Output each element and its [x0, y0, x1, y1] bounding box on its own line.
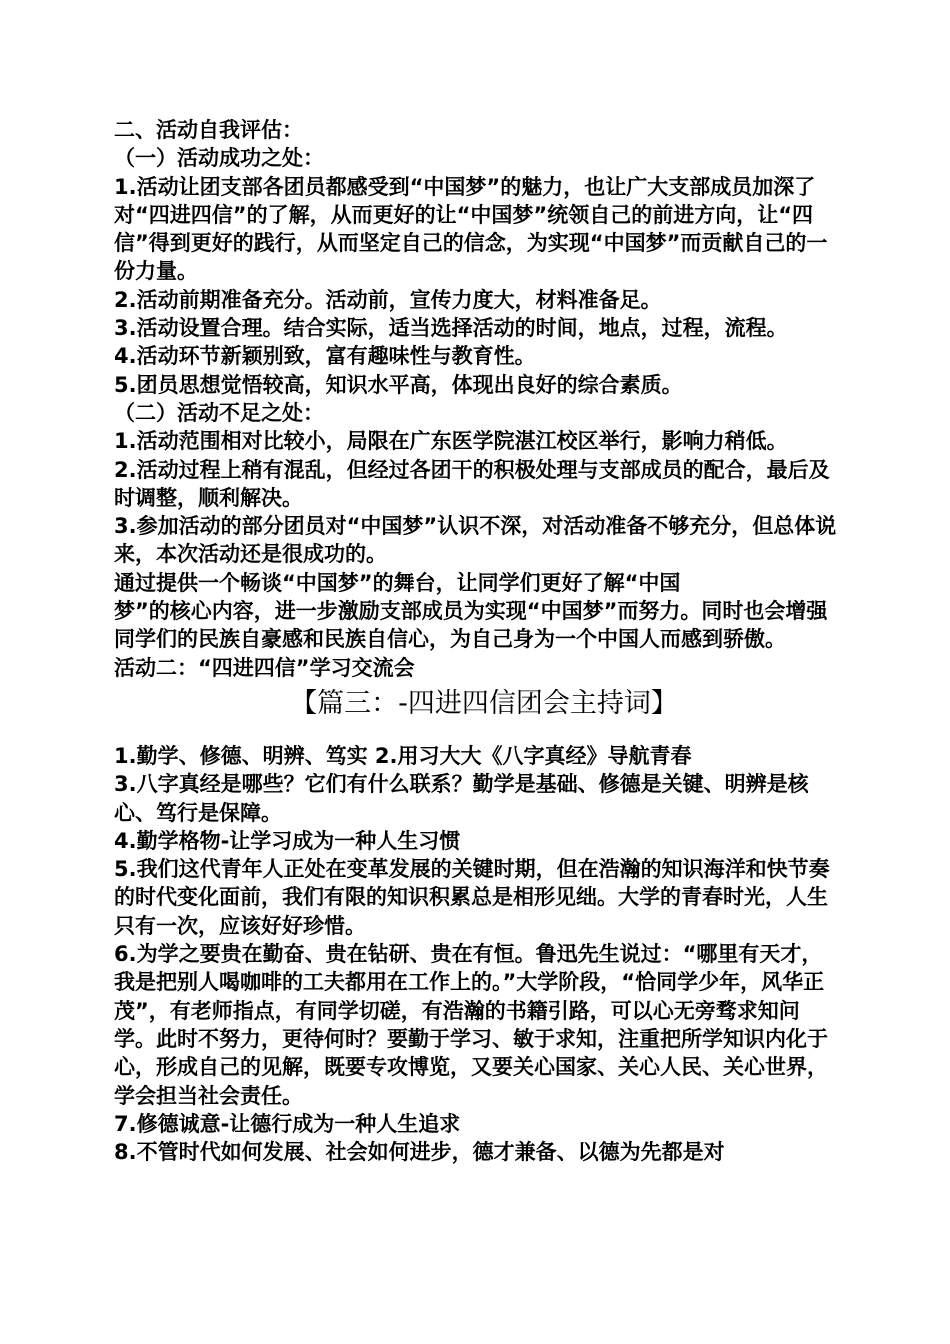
chapter-title: 【篇三：-四进四信团会主持词】: [290, 687, 678, 719]
paragraph: 3.活动设置合理。结合实际，适当选择活动的时间，地点，过程，流程。: [114, 316, 788, 341]
paragraph: 4.活动环节新颖别致，富有趣味性与教育性。: [114, 344, 536, 369]
paragraph: 梦”的核心内容，进一步激励支部成员为实现“中国梦”而努力。同时也会增强同学们的民族自豪感和民族自信心，为自己身为一个中国人而感到骄傲。: [114, 599, 828, 652]
subsection-heading: （一）活动成功之处：: [114, 146, 324, 171]
section-heading: 二、活动自我评估：: [114, 118, 303, 142]
activity-heading: 活动二：“四进四信”学习交流会: [114, 655, 415, 680]
paragraph: 1.活动让团支部各团员都感受到“中国梦”的魅力，也让广大支部成员加深了对“四进四信”的了解，从而更好的让“中国梦”统领自己的前进方向，让“四信”得到更好的践行，从而坚定自己的信念，为实现“中国梦”而贡献自己的一份力量。: [114, 174, 828, 284]
paragraph: 5.团员思想觉悟较高，知识水平高，体现出良好的综合素质。: [114, 372, 683, 397]
paragraph: 4.勤学格物-让学习成为一种人生习惯: [114, 828, 461, 853]
document-body: [114, 116, 838, 1166]
paragraph: 1.活动范围相对比较小，局限在广东医学院湛江校区举行，影响力稍低。: [114, 429, 788, 454]
subsection-heading: （二）活动不足之处：: [114, 400, 324, 425]
paragraph: 3.参加活动的部分团员对“中国梦”认识不深，对活动准备不够充分，但总体说来，本次活动还是很成功的。: [114, 514, 837, 567]
paragraph: 1.勤学、修德、明辨、笃实 2.用习大大《八字真经》导航青春: [114, 743, 692, 768]
paragraph: 5.我们这代青年人正处在变革发展的关键时期，但在浩瀚的知识海洋和快节奏的时代变化面前，我们有限的知识积累总是相形见绌。大学的青春时光，人生只有一次，应该好好珍惜。: [114, 857, 830, 938]
paragraph: 7.修德诚意-让德行成为一种人生追求: [114, 1111, 461, 1136]
paragraph: 2.活动过程上稍有混乱，但经过各团干的积极处理与支部成员的配合，最后及时调整，顺利解决。: [114, 457, 830, 510]
paragraph: 2.活动前期准备充分。活动前，宣传力度大，材料准备足。: [114, 287, 662, 312]
paragraph: 3.八字真经是哪些？它们有什么联系？勤学是基础、修德是关键、明辨是核心、笃行是保障。: [114, 772, 809, 825]
paragraph: 8.不管时代如何发展、社会如何进步，德才兼备、以德为先都是对: [114, 1140, 725, 1165]
paragraph: 通过提供一个畅谈“中国梦”的舞台，让同学们更好了解“中国: [114, 570, 681, 595]
paragraph: 6.为学之要贵在勤奋、贵在钻研、贵在有恒。鲁迅先生说过：“哪里有天才，我是把别人喝咖啡的工夫都用在工作上的。”大学阶段，“恰同学少年，风华正茂”，有老师指点，有同学切磋，有浩瀚的书籍引路，可以心无旁骛求知问学。此时不努力，更待何时？要勤于学习、敏于求知，注重把所学知识内化于心，形成自己的见解，既要专攻博览，又要关心国家、关心人民、关心世界，学会担当社会责任。: [114, 942, 828, 1108]
